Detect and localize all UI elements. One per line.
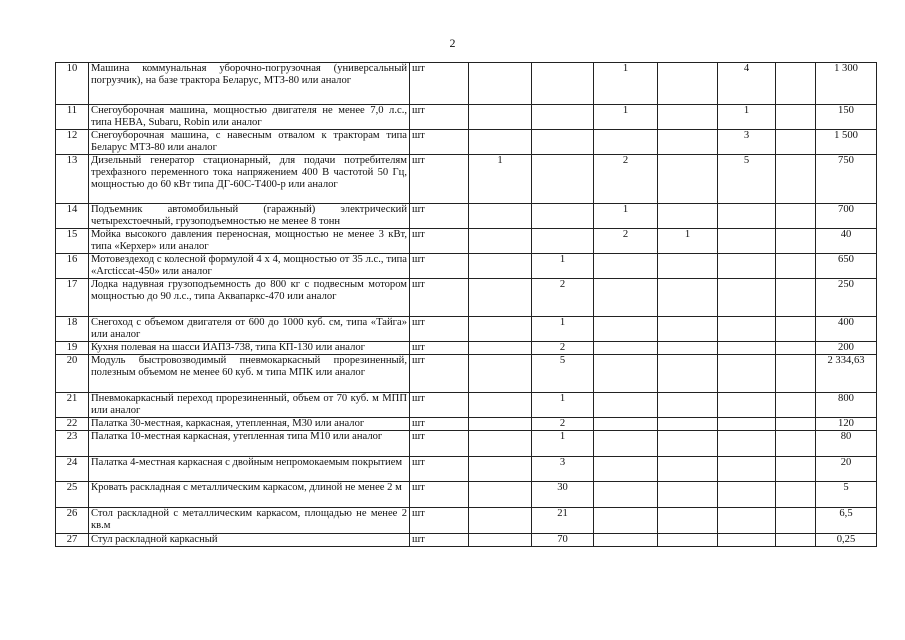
table-row [56,130,877,155]
cell-c3 [594,418,658,431]
cell-amount: 6,5 [816,508,877,534]
cell-c4 [658,508,718,534]
cell-c5 [718,508,776,534]
cell-name: Кухня полевая на шасси ИАПЗ-738, типа КП-130 или аналог [89,342,410,355]
cell-c2 [532,63,594,105]
cell-num: 18 [56,317,89,342]
cell-c6 [776,393,816,418]
cell-name: Подъемник автомобильный (гаражный) электрический четырехстоечный, грузоподъемностью не менее 8 тонн [89,204,410,229]
cell-name: Пневмокаркасный переход прорезиненный, объем от 70 куб. м МПП или аналог [89,393,410,418]
cell-c2 [532,155,594,204]
cell-c4 [658,457,718,482]
cell-unit: шт [410,317,469,342]
cell-c1: 1 [469,155,532,204]
cell-num: 17 [56,279,89,317]
table-row [56,482,877,508]
cell-c6 [776,279,816,317]
table-row [56,279,877,317]
cell-num: 22 [56,418,89,431]
cell-c2: 2 [532,342,594,355]
table-body [56,63,877,547]
cell-unit: шт [410,342,469,355]
cell-name: Кровать раскладная с металлическим каркасом, длиной не менее 2 м [89,482,410,508]
table-row [56,155,877,204]
cell-c3: 1 [594,204,658,229]
table-row [56,63,877,105]
cell-c6 [776,317,816,342]
cell-c1 [469,431,532,457]
cell-num: 26 [56,508,89,534]
cell-name: Мотовездеход с колесной формулой 4 х 4, мощностью от 35 л.с., типа «Arcticcat-450» или аналог [89,254,410,279]
cell-c6 [776,204,816,229]
cell-c1 [469,229,532,254]
cell-amount: 40 [816,229,877,254]
cell-c4 [658,204,718,229]
cell-unit: шт [410,105,469,130]
cell-amount: 20 [816,457,877,482]
cell-c6 [776,534,816,547]
cell-amount: 800 [816,393,877,418]
cell-c5: 5 [718,155,776,204]
cell-c2 [532,130,594,155]
cell-unit: шт [410,355,469,393]
table-row [56,457,877,482]
cell-amount: 400 [816,317,877,342]
cell-c1 [469,457,532,482]
cell-num: 19 [56,342,89,355]
cell-c4 [658,155,718,204]
cell-c3 [594,355,658,393]
equipment-table [55,62,877,547]
cell-c1 [469,317,532,342]
cell-num: 23 [56,431,89,457]
cell-num: 14 [56,204,89,229]
cell-c5 [718,418,776,431]
cell-c5 [718,317,776,342]
cell-amount: 650 [816,254,877,279]
cell-amount: 250 [816,279,877,317]
cell-c1 [469,130,532,155]
table-row [56,393,877,418]
cell-num: 25 [56,482,89,508]
cell-c6 [776,355,816,393]
cell-c6 [776,342,816,355]
cell-amount: 80 [816,431,877,457]
cell-c6 [776,254,816,279]
cell-c5 [718,457,776,482]
cell-c2: 1 [532,254,594,279]
cell-c4 [658,130,718,155]
cell-c5 [718,534,776,547]
cell-name: Стол раскладной с металлическим каркасом, площадью не менее 2 кв.м [89,508,410,534]
table-row [56,229,877,254]
cell-name: Мойка высокого давления переносная, мощностью не менее 3 кВт, типа «Керхер» или аналог [89,229,410,254]
cell-c2: 21 [532,508,594,534]
cell-c4 [658,534,718,547]
cell-c5 [718,355,776,393]
cell-unit: шт [410,254,469,279]
cell-c3 [594,431,658,457]
cell-c6 [776,508,816,534]
cell-name: Лодка надувная грузоподъемность до 800 кг с подвесным мотором мощностью до 90 л.с., типа Аквапаркс-470 или аналог [89,279,410,317]
cell-c5: 1 [718,105,776,130]
cell-c3 [594,317,658,342]
cell-num: 11 [56,105,89,130]
cell-name: Стул раскладной каркасный [89,534,410,547]
cell-name: Палатка 10-местная каркасная, утепленная типа М10 или аналог [89,431,410,457]
cell-c3 [594,482,658,508]
cell-unit: шт [410,229,469,254]
cell-unit: шт [410,279,469,317]
cell-amount: 150 [816,105,877,130]
cell-c1 [469,418,532,431]
cell-unit: шт [410,482,469,508]
cell-c3 [594,508,658,534]
cell-c5 [718,279,776,317]
cell-c2: 70 [532,534,594,547]
cell-amount: 2 334,63 [816,355,877,393]
cell-c3: 1 [594,105,658,130]
cell-c1 [469,342,532,355]
cell-c3 [594,279,658,317]
cell-c3 [594,254,658,279]
table-row [56,105,877,130]
cell-c1 [469,534,532,547]
cell-c1 [469,254,532,279]
cell-name: Модуль быстровозводимый пневмокаркасный прорезиненный, полезным объемом не менее 60 куб. м типа МПК или аналог [89,355,410,393]
cell-c2 [532,105,594,130]
cell-unit: шт [410,155,469,204]
cell-unit: шт [410,204,469,229]
cell-c6 [776,457,816,482]
cell-num: 21 [56,393,89,418]
cell-c4 [658,393,718,418]
cell-c2: 5 [532,355,594,393]
cell-c2: 1 [532,317,594,342]
cell-c5 [718,254,776,279]
table-row [56,317,877,342]
cell-c4 [658,418,718,431]
cell-unit: шт [410,457,469,482]
cell-c3 [594,342,658,355]
cell-num: 13 [56,155,89,204]
table-row [56,418,877,431]
cell-c5 [718,229,776,254]
table-row [56,254,877,279]
cell-c2: 2 [532,418,594,431]
cell-c5 [718,482,776,508]
cell-amount: 1 300 [816,63,877,105]
cell-c4 [658,482,718,508]
cell-c4 [658,355,718,393]
cell-amount: 5 [816,482,877,508]
cell-c3: 1 [594,63,658,105]
page-number: 2 [449,36,456,50]
cell-num: 10 [56,63,89,105]
cell-c6 [776,229,816,254]
cell-num: 20 [56,355,89,393]
cell-c2: 2 [532,279,594,317]
cell-c1 [469,355,532,393]
cell-c3 [594,534,658,547]
cell-c3: 2 [594,155,658,204]
cell-amount: 120 [816,418,877,431]
cell-c3 [594,457,658,482]
table-row [56,431,877,457]
cell-c1 [469,63,532,105]
cell-unit: шт [410,63,469,105]
cell-amount: 200 [816,342,877,355]
cell-c6 [776,105,816,130]
cell-c2 [532,204,594,229]
cell-c3: 2 [594,229,658,254]
cell-c2: 1 [532,431,594,457]
table-row [56,342,877,355]
cell-unit: шт [410,431,469,457]
cell-c3 [594,130,658,155]
cell-c5 [718,431,776,457]
cell-c2: 3 [532,457,594,482]
cell-c1 [469,105,532,130]
cell-c4 [658,63,718,105]
cell-c5 [718,204,776,229]
cell-amount: 700 [816,204,877,229]
cell-c1 [469,508,532,534]
cell-amount: 750 [816,155,877,204]
cell-c2 [532,229,594,254]
cell-c4 [658,431,718,457]
table-row [56,508,877,534]
cell-c4 [658,317,718,342]
cell-c1 [469,204,532,229]
cell-c4 [658,342,718,355]
cell-c4 [658,279,718,317]
cell-unit: шт [410,534,469,547]
cell-c1 [469,279,532,317]
cell-c6 [776,130,816,155]
cell-c3 [594,393,658,418]
cell-c4 [658,254,718,279]
cell-c5: 4 [718,63,776,105]
cell-amount: 1 500 [816,130,877,155]
cell-c4 [658,105,718,130]
cell-num: 16 [56,254,89,279]
cell-c6 [776,418,816,431]
cell-name: Палатка 30-местная, каркасная, утепленная, М30 или аналог [89,418,410,431]
cell-c5: 3 [718,130,776,155]
table-row [56,534,877,547]
cell-num: 15 [56,229,89,254]
cell-c6 [776,63,816,105]
cell-num: 27 [56,534,89,547]
cell-num: 24 [56,457,89,482]
table-row [56,355,877,393]
table-row [56,204,877,229]
cell-c5 [718,342,776,355]
cell-name: Снегоход с объемом двигателя от 600 до 1000 куб. см, типа «Тайга» или аналог [89,317,410,342]
cell-c5 [718,393,776,418]
cell-name: Дизельный генератор стационарный, для подачи потребителям трехфазного переменного тока напряжением 400 В частотой 50 Гц, мощностью до 60 кВт типа ДГ-60С-Т400-р или аналог [89,155,410,204]
cell-c6 [776,482,816,508]
cell-c4: 1 [658,229,718,254]
cell-unit: шт [410,418,469,431]
cell-unit: шт [410,508,469,534]
cell-c1 [469,482,532,508]
cell-num: 12 [56,130,89,155]
cell-name: Снегоуборочная машина, с навесным отвалом к тракторам типа Беларус МТЗ-80 или аналог [89,130,410,155]
cell-name: Палатка 4-местная каркасная с двойным непромокаемым покрытием [89,457,410,482]
cell-unit: шт [410,393,469,418]
cell-c6 [776,431,816,457]
cell-name: Снегоуборочная машина, мощностью двигателя не менее 7,0 л.с., типа HEBA, Subaru, Robin или аналог [89,105,410,130]
cell-unit: шт [410,130,469,155]
cell-name: Машина коммунальная уборочно-погрузочная (универсальный погрузчик), на базе трактора Беларус, МТЗ-80 или аналог [89,63,410,105]
cell-c1 [469,393,532,418]
cell-amount: 0,25 [816,534,877,547]
cell-c6 [776,155,816,204]
cell-c2: 1 [532,393,594,418]
cell-c2: 30 [532,482,594,508]
